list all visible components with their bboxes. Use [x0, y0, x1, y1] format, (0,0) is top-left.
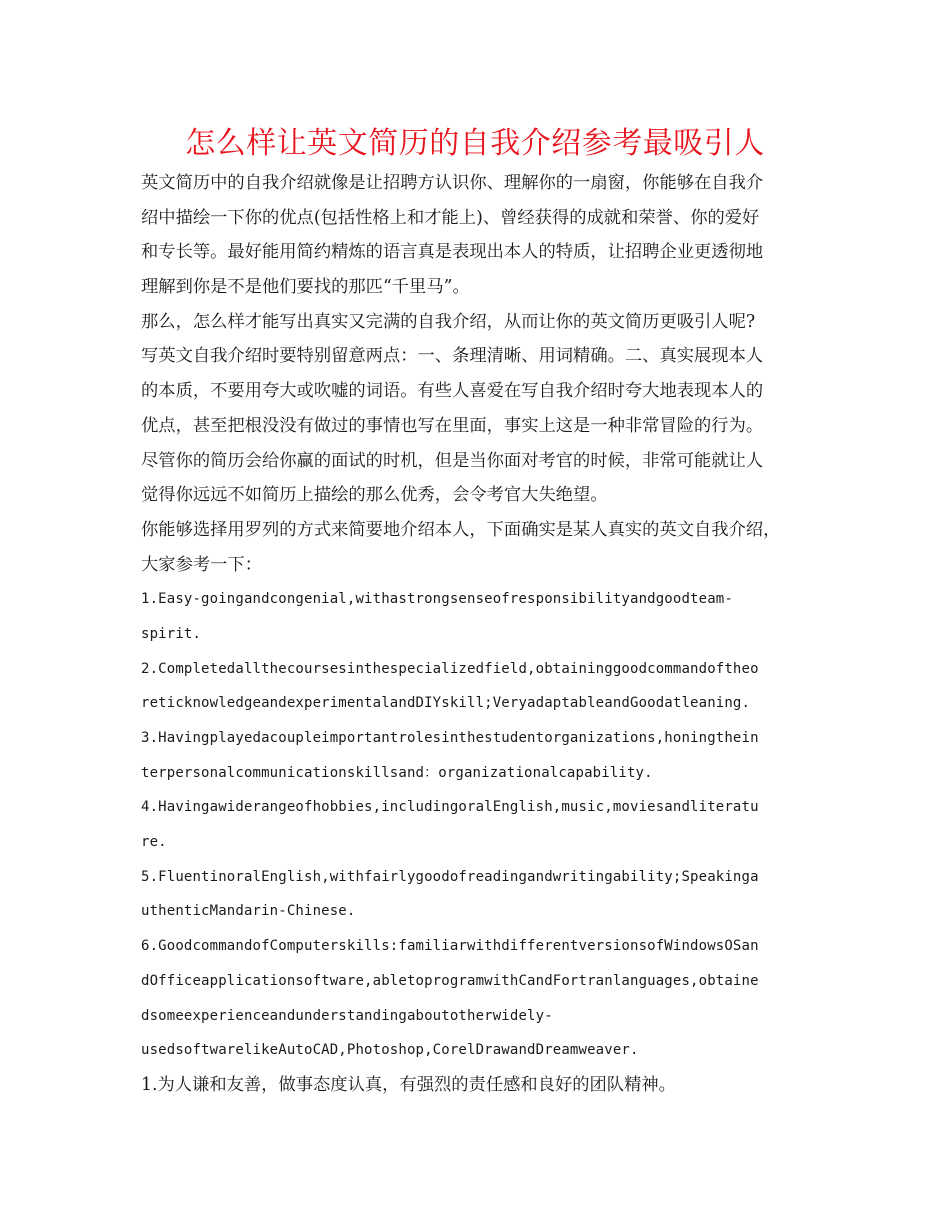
body-text-line: 那么，怎么样才能写出真实又完满的自我介绍，从而让你的英文简历更吸引人呢?	[141, 311, 756, 332]
body-text-line: 3.Havingplayedacoupleimportantrolesinthestudentorganizations,honingthein	[141, 730, 759, 746]
body-text-line: 4.Havingawiderangeofhobbies,includingoralEnglish,music,moviesandliteratu	[141, 799, 759, 816]
document-body	[141, 166, 821, 1103]
body-text-line: 写英文自我介绍时要特别留意两点：一、条理清晰、用词精确。二、真实展现本人	[141, 346, 764, 367]
body-text-line: 绍中描绘一下你的优点(包括性格上和才能上)、曾经获得的成就和荣誉、你的爱好	[141, 207, 760, 228]
body-text-line: uthenticMandarin-Chinese.	[141, 903, 356, 920]
body-text-line: terpersonalcommunicationskillsand：organizationalcapability.	[141, 764, 653, 781]
body-text-line: 和专长等。最好能用简约精炼的语言真是表现出本人的特质，让招聘企业更透彻地	[141, 242, 764, 263]
body-text-line: dsomeexperienceandunderstandingaboutotherwidely-	[141, 1007, 553, 1024]
body-text-line: reticknowledgeandexperimentalandDIYskill;VeryadaptableandGoodatleaning.	[141, 695, 751, 712]
body-text-line: 优点，甚至把根没没有做过的事情也写在里面，事实上这是一种非常冒险的行为。	[141, 415, 764, 436]
body-text-line: 你能够选择用罗列的方式来简要地介绍本人，下面确实是某人真实的英文自我介绍，	[141, 519, 781, 540]
body-text-line: 觉得你远远不如简历上描绘的那么优秀，会令考官大失绝望。	[141, 485, 608, 506]
body-text-line: spirit.	[141, 625, 202, 642]
body-text-line: 英文简历中的自我介绍就像是让招聘方认识你、理解你的一扇窗，你能够在自我介	[141, 173, 764, 193]
body-text-line: re.	[141, 834, 167, 851]
body-text-line: usedsoftwarelikeAutoCAD,Photoshop,CorelDrawandDreamweaver.	[141, 1042, 639, 1059]
body-text-line: 1.为人谦和友善，做事态度认真，有强烈的责任感和良好的团队精神。	[141, 1074, 676, 1095]
body-text-line: 5.FluentinoralEnglish,withfairlygoodofreadingandwritingability;Speakinga	[141, 868, 759, 885]
body-text-line: 2.Completedallthecoursesinthespecializedfield,obtaininggoodcommandoftheo	[141, 660, 759, 677]
body-text-line: dOfficeapplicationsoftware,abletoprogramwithCandFortranlanguages,obtaine	[141, 972, 759, 989]
body-text-line: 1.Easy-goingandcongenial,withastrongsenseofresponsibilityandgoodteam-	[141, 591, 733, 608]
body-text-line: 的本质，不要用夸大或吹嘘的词语。有些人喜爱在写自我介绍时夸大地表现本人的	[141, 381, 764, 402]
body-text-line: 大家参考一下：	[141, 554, 262, 575]
body-text-line: 理解到你是不是他们要找的那匹“千里马”。	[141, 277, 470, 298]
body-text-line: 尽管你的简历会给你赢的面试的时机，但是当你面对考官的时候，非常可能就让人	[141, 450, 764, 471]
body-text-line: 6.GoodcommandofComputerskills:familiarwithdifferentversionsofWindowsOSan	[141, 938, 759, 955]
document-title: 怎么样让英文简历的自我介绍参考最吸引人	[185, 126, 765, 161]
